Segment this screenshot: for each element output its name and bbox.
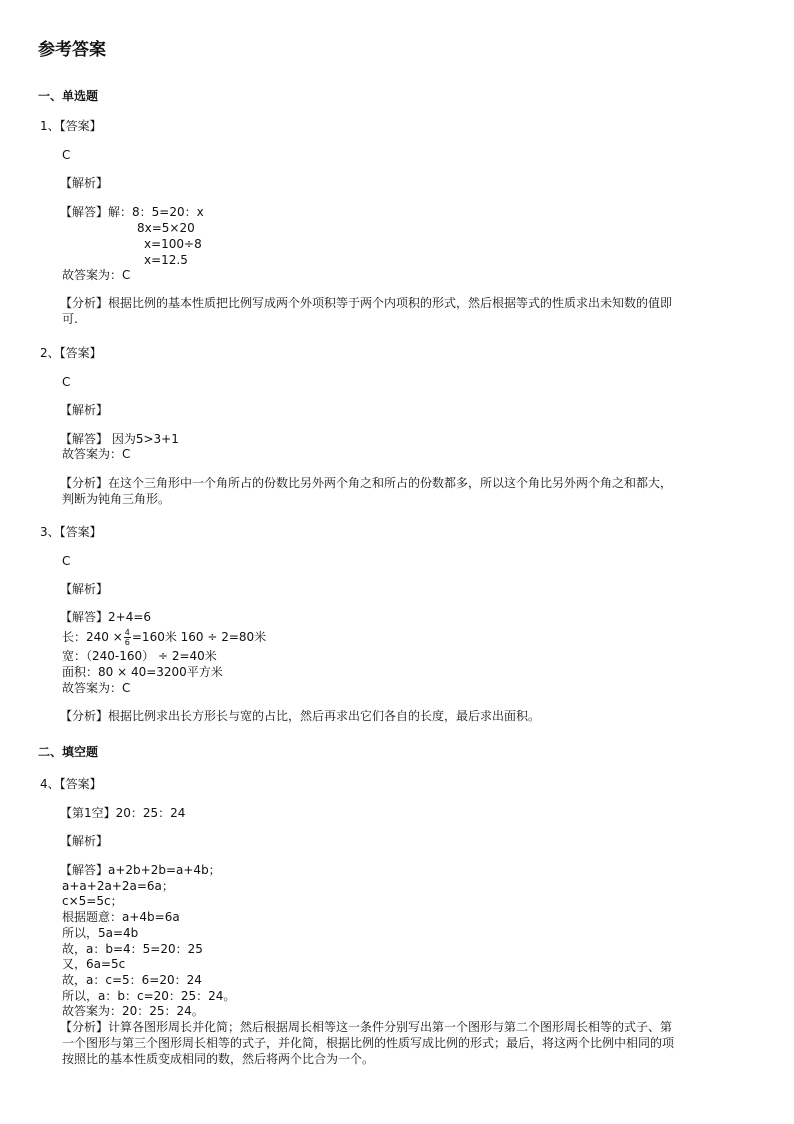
length-calc-suffix: =160米 160 ÷ 2=80米 [131, 630, 267, 644]
question-2-solution-line: 【解答】 因为5>3+1 [60, 432, 179, 446]
question-2-explanation: 【分析】在这个三角形中一个角所占的份数比另外两个角之和所占的份数都多，所以这个角比另外两个角之和都大， [60, 476, 673, 490]
question-2-final-answer: 故答案为：C [62, 447, 131, 461]
question-3-solution-line: 面积：80 × 40=3200平方米 [62, 665, 223, 679]
question-1-header: 1、【答案】 [40, 119, 102, 133]
question-3-header: 3、【答案】 [40, 525, 102, 539]
question-4-answer: 【第1空】20：25：24 [60, 806, 186, 820]
question-1-solution-line: x=12.5 [144, 253, 188, 267]
question-1-explanation: 【分析】根据比例的基本性质把比例写成两个外项积等于两个内项积的形式，然后根据等式的性质求出未知数的值即 [60, 296, 673, 310]
question-3-final-answer: 故答案为：C [62, 681, 131, 695]
question-3-solution-line: 宽：（240-160） ÷ 2=40米 [62, 649, 217, 663]
fraction-numerator: 4 [124, 628, 130, 637]
question-2-header: 2、【答案】 [40, 346, 102, 360]
length-calc-prefix: 长：240 × [62, 630, 123, 644]
question-4-solution-line: c×5=5c； [62, 894, 123, 908]
question-1-answer: C [62, 148, 71, 162]
question-1-solution-line: 8x=5×20 [137, 221, 195, 235]
question-1-solution-line: x=100÷8 [144, 237, 202, 251]
question-2-answer: C [62, 375, 71, 389]
question-4-solution-line: 故，a：b=4：5=20：25 [62, 942, 203, 956]
question-4-explanation: 【分析】计算各图形周长并化简；然后根据周长相等这一条件分别写出第一个图形与第二个图形周长相等的式子、第 [60, 1020, 673, 1034]
question-4-solution-line: 【解答】a+2b+2b=a+4b； [60, 863, 221, 877]
question-4-final-answer: 故答案为：20：25：24。 [62, 1004, 204, 1018]
question-4-solution-line: a+a+2a+2a=6a； [62, 879, 174, 893]
question-4-solution-line: 根据题意：a+4b=6a [62, 910, 180, 924]
section-heading-single-choice: 一、单选题 [38, 89, 99, 103]
question-3-explanation: 【分析】根据比例求出长方形长与宽的占比，然后再求出它们各自的长度，最后求出面积。 [60, 709, 541, 723]
fraction [124, 628, 131, 647]
question-4-explanation: 一个图形与第三个图形周长相等的式子，并化简，根据比例的性质写成比例的形式；最后，将这两个比例中相同的项 [62, 1036, 675, 1050]
question-1-analysis-label: 【解析】 [60, 176, 109, 190]
question-4-solution-line: 又，6a=5c [62, 957, 126, 971]
question-4-solution-line: 故，a：c=5：6=20：24 [62, 973, 202, 987]
question-4-analysis-label: 【解析】 [60, 834, 109, 848]
question-1-final-answer: 故答案为：C [62, 268, 131, 282]
page-title: 参考答案 [38, 40, 106, 60]
question-2-analysis-label: 【解析】 [60, 403, 109, 417]
fraction-denominator: 6 [124, 638, 130, 647]
question-1-explanation: 可. [62, 312, 78, 326]
question-4-explanation: 按照比的基本性质变成相同的数，然后将两个比合为一个。 [62, 1052, 375, 1066]
question-3-solution-line: 【解答】2+4=6 [60, 610, 152, 624]
question-4-header: 4、【答案】 [40, 777, 102, 791]
question-3-solution-line [62, 626, 266, 648]
question-3-answer: C [62, 554, 71, 568]
question-3-analysis-label: 【解析】 [60, 582, 109, 596]
question-4-solution-line: 所以，a：b：c=20：25：24。 [62, 989, 236, 1003]
section-heading-fill-blank: 二、填空题 [38, 745, 99, 759]
question-1-solution-line: 【解答】解：8：5=20：x [60, 205, 204, 219]
question-2-explanation: 判断为钝角三角形。 [62, 492, 171, 506]
question-4-solution-line: 所以，5a=4b [62, 926, 139, 940]
